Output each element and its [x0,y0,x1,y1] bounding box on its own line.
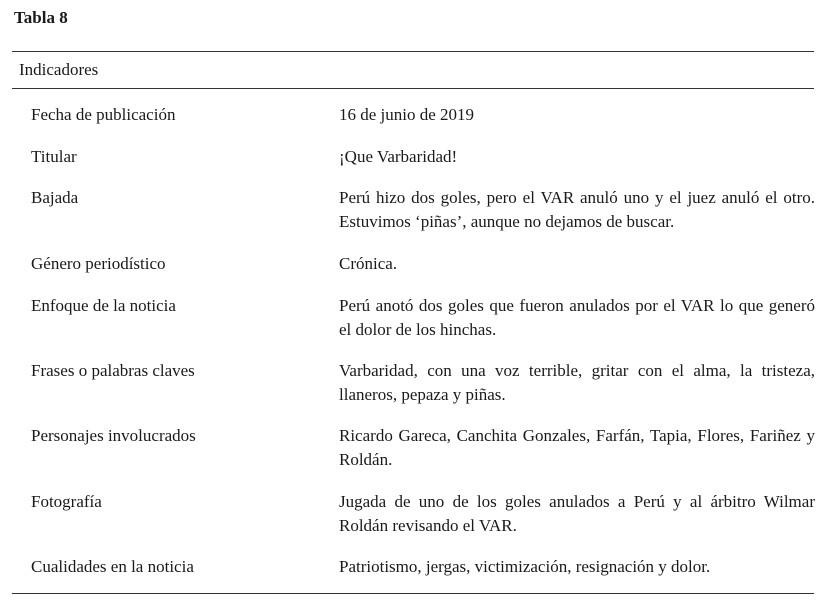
header-rule [12,88,814,89]
row-value: ¡Que Varbaridad! [339,147,458,166]
row-value: Patriotismo, jergas, victimización, resignación y dolor. [339,557,711,576]
table-header: Indicadores [19,60,99,79]
row-label: Titular [31,147,77,166]
row-label: Frases o palabras claves [31,361,195,380]
row-value: Perú anotó dos goles que fueron anulados por el VAR lo que generó el dolor de los hinchas. [339,296,815,339]
table-title: Tabla 8 [14,8,68,27]
row-value: Perú hizo dos goles, pero el VAR anuló uno y el juez anuló el otro. Estuvimos ‘piñas’, aunque no dejamos de buscar. [339,188,815,231]
bottom-rule [12,593,814,594]
row-label: Género periodístico [31,254,166,273]
row-label: Fotografía [31,492,102,511]
row-value: Varbaridad, con una voz terrible, gritar con el alma, la tristeza, llaneros, pepaza y piñas. [339,361,815,404]
top-rule [12,51,814,52]
row-label: Bajada [31,188,79,207]
row-value: Jugada de uno de los goles anulados a Perú y al árbitro Wilmar Roldán revisando el VAR. [339,492,815,535]
row-label: Enfoque de la noticia [31,296,176,315]
row-value: 16 de junio de 2019 [339,105,475,124]
row-value: Crónica. [339,254,398,273]
row-label: Fecha de publicación [31,105,176,124]
row-label: Cualidades en la noticia [31,557,194,576]
row-value: Ricardo Gareca, Canchita Gonzales, Farfán, Tapia, Flores, Fariñez y Roldán. [339,426,815,469]
row-label: Personajes involucrados [31,426,196,445]
